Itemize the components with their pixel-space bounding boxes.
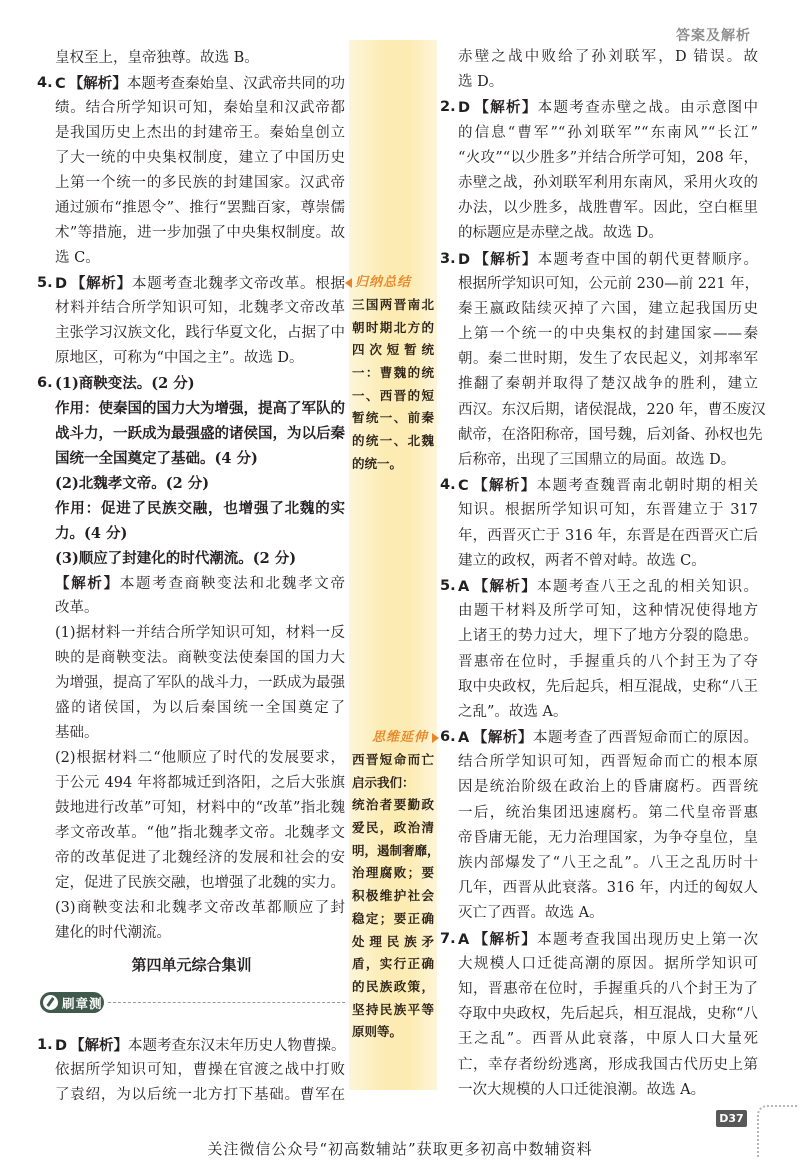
text-line bbox=[55, 771, 345, 796]
left-column bbox=[37, 46, 346, 946]
line-text: 献帝，在洛阳称帝，国号魏，后刘备、孙权也先 bbox=[458, 426, 763, 443]
text-line bbox=[55, 821, 345, 846]
text-line bbox=[458, 70, 758, 95]
line-text: 灭亡了西晋。故选 A。 bbox=[458, 905, 604, 922]
analysis-tag: 【解析】 bbox=[70, 1037, 129, 1054]
text-line bbox=[55, 746, 345, 771]
note-line: 统治者要勤政 bbox=[352, 797, 434, 813]
text-line bbox=[55, 846, 345, 871]
section-title: 第四单元综合集训 bbox=[131, 956, 252, 974]
answer-item bbox=[440, 473, 759, 574]
brush-icon bbox=[43, 995, 58, 1010]
note-line: 一：曹魏的统 bbox=[352, 365, 434, 381]
text-line bbox=[458, 196, 758, 221]
line-text: 选 D。 bbox=[458, 74, 504, 91]
note-line: 稳定；要正确 bbox=[352, 910, 434, 926]
answer-item bbox=[440, 247, 766, 474]
question-number: 5. bbox=[37, 275, 53, 291]
line-text: “火攻”“以少胜多”并结合所学可知，208 年， bbox=[458, 149, 758, 166]
line-text: 孝文帝改革。“他”指北魏孝文帝。北魏孝文 bbox=[55, 825, 345, 841]
text-line bbox=[458, 45, 758, 70]
text-line bbox=[458, 851, 758, 876]
note-line: 启示我们： bbox=[352, 774, 415, 790]
line-text: 取中央政权，先后起兵，相互混战，史称“八王 bbox=[458, 678, 758, 695]
line-text: 改革。 bbox=[55, 600, 99, 616]
answer-item bbox=[37, 371, 345, 396]
text-line bbox=[55, 671, 345, 696]
line-text: 由题干材料及所学可知，这种情况使得地方 bbox=[458, 603, 758, 620]
line-text: 通过颁布“推恩令”、推行“罢黜百家，尊崇儒 bbox=[55, 200, 345, 216]
line-text: 建立的政权，两者不曾对峙。故选 C。 bbox=[458, 552, 706, 569]
line-text: 西汉。东汉后期，诸侯混战，220 年，曹丕废汉 bbox=[458, 401, 766, 418]
text-line bbox=[458, 624, 758, 649]
answer-item bbox=[37, 271, 346, 371]
text-line bbox=[458, 700, 758, 725]
line-text: 了袁绍，为以后统一北方打下基础。曹军在 bbox=[55, 1087, 345, 1103]
text-line bbox=[55, 146, 345, 171]
line-text: 的信息“曹军”“孙刘联军”“东南风”“长江” bbox=[458, 124, 758, 141]
line-text: 定，促进了民族交融，也增强了北魏的实力。 bbox=[55, 875, 345, 891]
text-line bbox=[458, 952, 758, 977]
text-line bbox=[55, 1058, 345, 1083]
line-text: 作用：使秦国的国力大为增强，提高了军队的 bbox=[55, 400, 345, 417]
note-line: 积极维护社会 bbox=[352, 888, 434, 904]
answer-letter: C bbox=[458, 478, 469, 495]
text-line bbox=[55, 46, 345, 71]
line-text: 本题考查商鞅变法和北魏孝文帝 bbox=[119, 576, 346, 592]
line-text: 赤壁之战中败给了孙刘联军，D 错误。故 bbox=[458, 49, 758, 65]
question-number: 1. bbox=[37, 1037, 53, 1053]
question-number: 4. bbox=[440, 477, 456, 494]
right-column bbox=[440, 45, 766, 1103]
paragraph bbox=[55, 396, 345, 471]
line-text: 一次大规模的人口迁徙浪潮。故选 A。 bbox=[458, 1081, 706, 1098]
note-line: 的民族政策， bbox=[352, 978, 434, 994]
arrow-left-icon bbox=[345, 278, 352, 288]
text-line bbox=[458, 549, 758, 574]
paragraph bbox=[458, 45, 758, 95]
paragraph bbox=[55, 471, 345, 496]
answer-letter: A bbox=[458, 730, 470, 747]
note-body bbox=[352, 749, 440, 1044]
line-text: (3)商鞅变法和北魏孝文帝改革都顺应了封 bbox=[55, 900, 345, 916]
line-text: 本题考查赤壁之战。由示意图中 bbox=[537, 100, 759, 117]
question-number: 4. bbox=[37, 75, 53, 91]
note-label bbox=[352, 272, 434, 294]
text-line bbox=[458, 1053, 758, 1078]
arrow-right-icon bbox=[432, 733, 439, 743]
line-text: 了大一统的中央集权制度，建立了中国历史 bbox=[55, 150, 345, 166]
line-text: 帝的改革促进了北魏经济的发展和社会的安 bbox=[55, 850, 345, 866]
note-paragraph bbox=[352, 794, 440, 1044]
paragraph bbox=[55, 46, 345, 71]
text-line bbox=[55, 696, 345, 721]
line-text: 本题考查秦始皇、汉武帝共同的功 bbox=[126, 76, 346, 92]
line-text: 秦王嬴政陆续灭掉了六国，建立起我国历史 bbox=[458, 300, 758, 317]
dashed-divider bbox=[108, 1002, 345, 1003]
line-text: 知识。根据所学知识可知，东晋建立于 317 bbox=[458, 502, 758, 519]
line-text: (2)根据材料二“他顺应了时代的发展要求， bbox=[55, 750, 345, 766]
line-text: 依据所学知识可知，曹操在官渡之战中打败 bbox=[55, 1062, 345, 1078]
text-line bbox=[458, 650, 758, 675]
line-text: (1)商鞅变法。(2 分) bbox=[55, 375, 195, 392]
line-text: 是我国历史上杰出的封建帝王。秦始皇创立 bbox=[55, 125, 345, 141]
note-line: 盾，实行正确 bbox=[352, 956, 434, 972]
text-line bbox=[55, 196, 345, 221]
analysis-tag: 【解析】 bbox=[471, 477, 537, 495]
line-text: 本题考查我国出现历史上第一次 bbox=[537, 931, 759, 948]
line-text: 盛的诸侯国，为以后秦国统一全国奠定了 bbox=[55, 700, 345, 716]
paragraph bbox=[55, 496, 345, 546]
text-line bbox=[55, 496, 345, 521]
note-line: 的统一。 bbox=[352, 455, 403, 471]
note-line: 坚持民族平等 bbox=[352, 1001, 434, 1017]
paragraph bbox=[55, 746, 345, 896]
line-text: 原地区，可称为“中国之主”。故选 D。 bbox=[55, 350, 304, 366]
text-line bbox=[55, 871, 345, 896]
line-text: 本题考查东汉末年历史人物曹操。 bbox=[128, 1038, 346, 1054]
text-line bbox=[55, 521, 345, 546]
line-text: 结合所学知识可知，西晋短命而亡的根本原 bbox=[458, 754, 758, 771]
paragraph bbox=[55, 621, 345, 746]
line-text: 基础。 bbox=[55, 725, 99, 741]
line-text: 族内部爆发了“八王之乱”。八王之乱历时十 bbox=[458, 855, 758, 871]
note-label-text: 归纳总结 bbox=[355, 275, 412, 290]
page-number: D37 bbox=[716, 1110, 747, 1127]
line-text: 鼓地进行改革”可知，材料中的“改革”指北魏 bbox=[55, 800, 345, 816]
page-header-title: 答案及解析 bbox=[676, 28, 751, 44]
footer-note: 关注微信公众号“初高数辅站”获取更多初高中数辅资料 bbox=[207, 1140, 593, 1158]
text-line bbox=[458, 1027, 758, 1052]
line-text: 的标题应是赤壁之战。故选 D。 bbox=[458, 225, 663, 242]
line-text: 亡，幸存者纷纷逃离，形成我国古代历史上第 bbox=[458, 1056, 758, 1073]
question-number: 6. bbox=[440, 729, 456, 746]
line-text: 作用：促进了民族交融，也增强了北魏的实 bbox=[55, 500, 345, 517]
note-line: 爱民，政治清 bbox=[352, 820, 434, 836]
text-line bbox=[458, 221, 758, 246]
line-text: 材料并结合所学知识可知，北魏孝文帝改革 bbox=[55, 300, 345, 316]
line-text: 上诸王的势力过大，埋下了地方分裂的隐患。 bbox=[458, 628, 758, 645]
answer-letter: D bbox=[55, 276, 68, 292]
text-line bbox=[458, 750, 758, 775]
text-line bbox=[458, 272, 758, 297]
line-text: 晋惠帝在位时，手握重兵的八个封王为了夺 bbox=[458, 653, 758, 670]
note-line: 明，遏制奢靡， bbox=[352, 842, 440, 858]
text-line bbox=[37, 371, 345, 396]
note-paragraph bbox=[352, 294, 434, 476]
sidebar-note-extension bbox=[352, 727, 440, 1044]
note-label bbox=[352, 727, 434, 749]
text-line bbox=[37, 271, 346, 296]
text-line bbox=[55, 721, 345, 746]
line-text: 为增强，提高了军队的战斗力，一跃成为最强 bbox=[55, 675, 345, 691]
text-line bbox=[458, 826, 758, 851]
line-text: 战斗力，一跃成为最强盛的诸侯国，为以后秦 bbox=[55, 425, 345, 442]
line-text: 几年，西晋从此衰落。316 年，内迁的匈奴人 bbox=[458, 880, 758, 897]
paragraph bbox=[55, 571, 345, 621]
text-line bbox=[440, 473, 759, 498]
line-text: 建化的时代潮流。 bbox=[55, 925, 171, 941]
analysis-tag: 【解析】 bbox=[472, 930, 538, 948]
note-line: 原则等。 bbox=[352, 1024, 403, 1040]
text-line bbox=[458, 1002, 758, 1027]
note-paragraph bbox=[352, 749, 434, 794]
line-text: (3)顺应了封建化的时代潮流。(2 分) bbox=[55, 550, 297, 567]
line-text: 因是统治阶级在政治上的昏庸腐朽。西晋统 bbox=[458, 779, 758, 796]
note-line: 西晋短命而亡 bbox=[352, 752, 434, 767]
text-line bbox=[458, 171, 758, 196]
line-text: 国统一全国奠定了基础。(4 分) bbox=[55, 450, 258, 467]
text-line bbox=[37, 1033, 346, 1058]
note-line: 四次短暂统 bbox=[352, 342, 434, 358]
text-line bbox=[458, 524, 758, 549]
line-text: (1)据材料一并结合所学知识可知，材料一反 bbox=[55, 625, 345, 641]
text-line bbox=[458, 322, 758, 347]
line-text: 本题考查北魏孝文帝改革。根据 bbox=[131, 276, 346, 292]
badge-label: 刷章测 bbox=[62, 995, 103, 1011]
line-text: 办法，以少胜多，战胜曹军。因此，空白框里 bbox=[458, 200, 758, 217]
analysis-tag: 【解析】 bbox=[472, 577, 538, 595]
analysis-tag: 【解析】 bbox=[473, 99, 538, 117]
text-line bbox=[55, 796, 345, 821]
text-line bbox=[440, 95, 759, 120]
text-line bbox=[55, 471, 345, 496]
line-text: 上第一个统一的中央集权的封建国家——秦 bbox=[458, 326, 758, 343]
text-line bbox=[458, 297, 758, 322]
text-line bbox=[55, 421, 345, 446]
chapter-test-badge bbox=[40, 992, 104, 1013]
line-text: 后称帝，出现了三国鼎立的局面。故选 D。 bbox=[458, 452, 736, 468]
analysis-tag: 【解析】 bbox=[70, 275, 132, 292]
text-line bbox=[458, 498, 758, 523]
line-text: 绩。结合所学知识可知，秦始皇和汉武帝都 bbox=[55, 100, 345, 116]
paragraph bbox=[55, 546, 345, 571]
line-text: 大规模人口迁徙高潮的原因。据所学知识可 bbox=[458, 955, 758, 972]
text-line bbox=[55, 921, 345, 946]
line-text: 王之乱”。西晋从此衰落，中原人口大量死 bbox=[458, 1031, 758, 1048]
note-line: 处理民族矛 bbox=[352, 933, 434, 949]
text-line bbox=[55, 446, 345, 471]
question-number: 3. bbox=[440, 250, 456, 267]
line-text: 赤壁之战，孙刘联军利用东南风，采用火攻的 bbox=[458, 174, 758, 191]
text-line bbox=[458, 775, 758, 800]
text-line bbox=[458, 423, 763, 448]
text-line bbox=[55, 896, 345, 921]
line-text: 选 C。 bbox=[55, 250, 100, 266]
paragraph bbox=[55, 896, 345, 946]
answer-item bbox=[37, 1033, 346, 1108]
text-line bbox=[55, 96, 345, 121]
line-text: (2)北魏孝文帝。(2 分) bbox=[55, 475, 210, 492]
line-text: 术”等措施，进一步加强了中央集权制度。故 bbox=[55, 225, 345, 241]
text-line bbox=[458, 599, 758, 624]
text-line bbox=[458, 121, 758, 146]
text-line bbox=[458, 398, 766, 423]
note-line: 治理腐败；要 bbox=[352, 865, 434, 881]
line-text: 本题考查了西晋短命而亡的原因。 bbox=[532, 730, 759, 747]
line-text: 皇权至上，皇帝独尊。故选 B。 bbox=[55, 50, 259, 66]
line-text: 一后，统治集团迅速腐朽。第二代皇帝晋惠 bbox=[458, 804, 758, 821]
text-line bbox=[55, 221, 345, 246]
text-line bbox=[458, 146, 758, 171]
text-line bbox=[458, 347, 758, 372]
text-line bbox=[440, 247, 759, 272]
text-line bbox=[458, 901, 758, 926]
note-label-text: 思维延伸 bbox=[371, 730, 428, 745]
line-text: 朝。秦二世时期，发生了农民起义，刘邦率军 bbox=[458, 351, 758, 368]
answer-item bbox=[440, 725, 759, 927]
text-line bbox=[37, 71, 346, 96]
text-line bbox=[55, 171, 345, 196]
answer-item bbox=[37, 71, 346, 271]
question-number: 6. bbox=[37, 375, 53, 391]
note-line: 三国两晋南北 bbox=[352, 297, 434, 312]
line-text: 推翻了秦朝并取得了楚汉战争的胜利，建立 bbox=[458, 376, 758, 393]
text-line bbox=[440, 574, 759, 599]
analysis-tag: 【解析】 bbox=[472, 729, 533, 747]
text-line bbox=[55, 546, 345, 571]
text-line bbox=[55, 646, 345, 671]
answer-letter: D bbox=[55, 1038, 68, 1054]
text-line bbox=[55, 246, 345, 271]
answer-item bbox=[440, 574, 759, 725]
text-line bbox=[440, 927, 759, 952]
line-text: 主张学习汉族文化，践行华夏文化，占据了中 bbox=[55, 325, 345, 341]
question-number: 7. bbox=[440, 930, 456, 947]
line-text: 本题考查中国的朝代更替顺序。 bbox=[537, 251, 759, 268]
note-line: 的统一、北魏 bbox=[352, 433, 434, 449]
line-text: 映的是商鞅变法。商鞅变法使秦国的国力大 bbox=[55, 650, 345, 666]
note-line: 一、西晋的短 bbox=[352, 387, 434, 403]
line-text: 本题考查魏晋南北朝时期的相关 bbox=[536, 478, 759, 495]
text-line bbox=[55, 346, 345, 371]
answer-letter: A bbox=[458, 931, 470, 948]
line-text: 之乱”。故选 A。 bbox=[458, 703, 568, 720]
answer-letter: C bbox=[55, 76, 66, 92]
line-text: 上第一个统一的多民族的封建国家。汉武帝 bbox=[55, 175, 345, 191]
text-line bbox=[55, 1083, 345, 1108]
text-line bbox=[458, 372, 758, 397]
answer-letter: D bbox=[458, 251, 471, 268]
text-line bbox=[458, 977, 758, 1002]
sidebar-note-summary bbox=[352, 272, 434, 476]
text-line bbox=[458, 675, 758, 700]
question-number: 5. bbox=[440, 577, 456, 594]
text-line bbox=[440, 725, 759, 750]
question-number: 2. bbox=[440, 99, 456, 116]
analysis-tag: 【解析】 bbox=[68, 75, 127, 92]
text-line bbox=[55, 621, 345, 646]
note-line: 暂统一、前秦 bbox=[352, 410, 434, 426]
text-line bbox=[55, 121, 345, 146]
analysis-tag: 【解析】 bbox=[55, 575, 120, 592]
text-line bbox=[458, 876, 758, 901]
answer-letter: A bbox=[458, 578, 470, 595]
text-line bbox=[55, 296, 345, 321]
line-text: 根据所学知识可知，公元前 230—前 221 年， bbox=[458, 275, 760, 292]
note-line: 朝时期北方的 bbox=[352, 319, 434, 335]
text-line bbox=[55, 321, 345, 346]
text-line bbox=[458, 801, 758, 826]
line-text: 帝昏庸无能，无力治理国家，为争夺皇位，皇 bbox=[458, 829, 758, 846]
text-line bbox=[55, 571, 345, 596]
note-body bbox=[352, 294, 434, 476]
left-column-continued bbox=[37, 1033, 346, 1108]
answer-item bbox=[440, 927, 759, 1103]
answer-item bbox=[440, 95, 759, 246]
line-text: 夺取中央政权，先后起兵，相互混战，史称“八 bbox=[458, 1006, 758, 1023]
line-text: 力。(4 分) bbox=[55, 525, 128, 542]
line-text: 年，西晋灭亡于 316 年，东晋是在西晋灭亡后 bbox=[458, 527, 758, 544]
line-text: 于公元 494 年将都城迁到洛阳，之后大张旗 bbox=[55, 775, 345, 791]
text-line bbox=[458, 1078, 758, 1103]
answer-letter: D bbox=[458, 100, 471, 117]
text-line bbox=[458, 448, 758, 473]
analysis-tag: 【解析】 bbox=[473, 250, 538, 268]
text-line bbox=[55, 596, 345, 621]
line-text: 知，晋惠帝在位时，手握重兵的八个封王为了 bbox=[458, 980, 758, 997]
line-text: 本题考查八王之乱的相关知识。 bbox=[537, 578, 759, 595]
text-line bbox=[55, 396, 345, 421]
